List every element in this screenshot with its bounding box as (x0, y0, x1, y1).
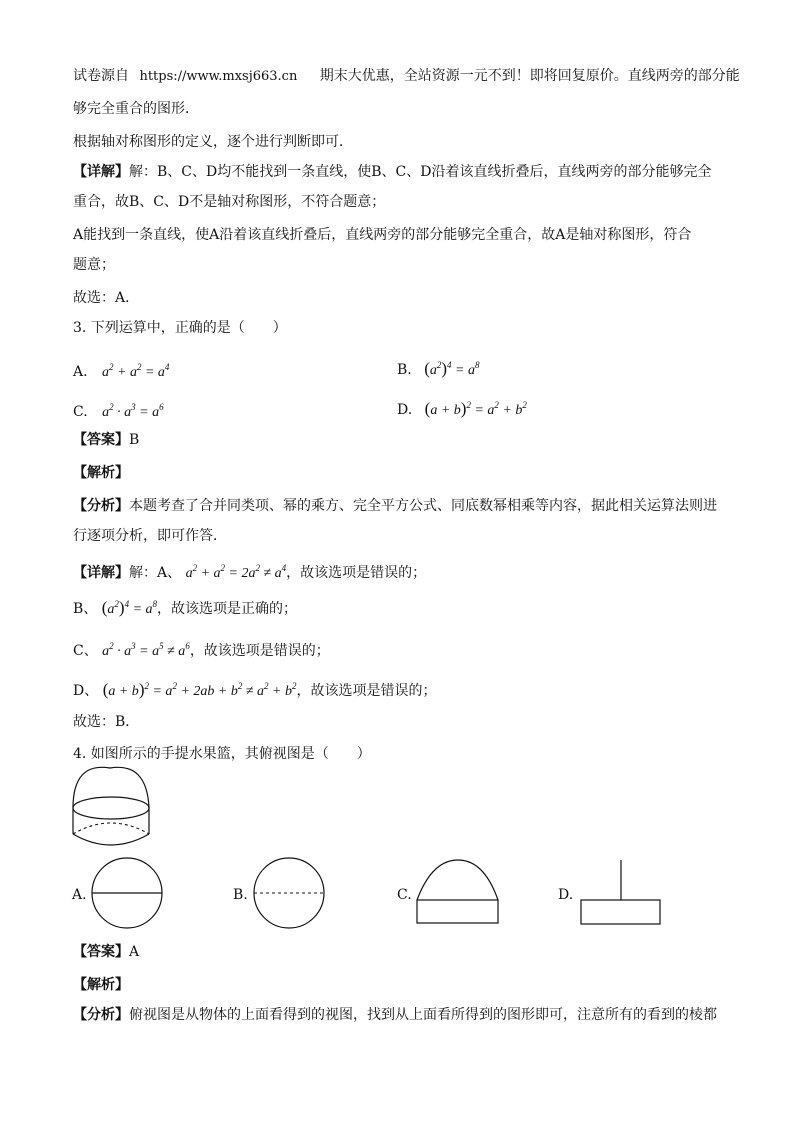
arch-shape (417, 860, 498, 900)
q4-option-b-figure[interactable] (253, 858, 333, 938)
q2-detail-4: 题意； (73, 257, 115, 273)
q3-option-a[interactable] (73, 357, 169, 383)
formula-a: $a^2 + a^2 = a^4$ (102, 362, 170, 380)
detail-c-prefix: C、 (73, 643, 98, 659)
answer-value: B (129, 432, 140, 448)
q2-detail-3: A能找到一条直线，使A沿着该直线折叠后，直线两旁的部分能够完全重合，故A是轴对称图形，符合 (73, 227, 692, 243)
q3-choice: 故选：B． (73, 714, 140, 730)
q4-stem: 4. 如图所示的手提水果篮，其俯视图是（ ） (73, 746, 371, 762)
q4-option-c-figure[interactable] (416, 858, 506, 928)
q4-option-d-label[interactable]: D. (558, 887, 574, 903)
detail-tag: 【详解】 (73, 565, 129, 581)
source-label: 试卷源自 (73, 68, 129, 84)
q2-choice: 故选：A． (73, 290, 140, 306)
detail-b-prefix: B、 (73, 601, 98, 617)
option-label: A. (73, 364, 88, 380)
q3-analysis-1-text: 本题考查了合并同类项、幂的乘方、完全平方公式、同底数幂相乘等内容，据此相关运算法则进 (129, 498, 717, 514)
detail-b-suffix: ，故该选项是正确的； (157, 601, 298, 617)
q3-stem: 3. 下列运算中，正确的是（ ） (73, 320, 287, 336)
q3-detail-a (73, 558, 734, 584)
option-label: D. (397, 402, 413, 418)
q3-detail-b (73, 594, 734, 620)
q3-analysis-1 (73, 496, 734, 516)
detail-a-prefix: 解：A、 (129, 565, 182, 581)
q4-option-c-label[interactable]: C. (397, 887, 412, 903)
answer-tag: 【答案】 (73, 944, 129, 960)
q4-option-d-figure[interactable] (580, 858, 670, 928)
detail-d-prefix: D、 (73, 683, 99, 699)
q4-analysis-1-text: 俯视图是从物体的上面看得到的视图，找到从上面看所得到的图形即可，注意所有的看到的棱都 (129, 1007, 717, 1023)
q4-option-b-label[interactable]: B. (233, 887, 248, 903)
q3-detail-d (73, 676, 734, 702)
detail-b-formula: $(a^2)^4 = a^8$ (101, 598, 158, 617)
q3-option-b[interactable] (397, 355, 480, 381)
formula-c: $a^2 \cdot a^3 = a^6$ (102, 402, 164, 420)
detail-a-suffix: ，故该选项是错误的； (286, 565, 427, 581)
detail-d-formula: $(a + b)^2 = a^2 + 2ab + b^2 \ne a^2 + b^2$ (102, 680, 297, 699)
q3-answer (73, 430, 734, 450)
answer-value: A (129, 944, 140, 960)
q3-option-d[interactable] (397, 395, 527, 421)
q3-detail-c (73, 636, 734, 662)
q2-line1-tail: 直线两旁的部分能 (627, 68, 740, 84)
option-label: C. (73, 404, 88, 420)
q4-option-a-figure[interactable] (91, 858, 171, 938)
detail-c-formula: $a^2 \cdot a^3 = a^5 \ne a^6$ (102, 641, 190, 659)
answer-tag: 【答案】 (73, 432, 129, 448)
detail-a-formula: $a^2 + a^2 = 2a^2 \ne a^4$ (185, 563, 287, 581)
basket-top-ellipse (73, 797, 149, 819)
analysis-sub-tag: 【分析】 (73, 1007, 129, 1023)
q4-analysis-tag: 【解析】 (73, 977, 129, 993)
q2-detail-1-text: 解：B、C、D均不能找到一条直线，使B、C、D沿着该直线折叠后，直线两旁的部分能够完全 (129, 164, 712, 180)
detail-tag: 【详解】 (73, 164, 129, 180)
q4-answer (73, 942, 734, 962)
analysis-sub-tag: 【分析】 (73, 498, 129, 514)
promo-text: 期末大优惠，全站资源一元不到！即将回复原价。 (319, 68, 628, 84)
basket-handle-arc (73, 767, 149, 808)
detail-c-suffix: ，故该选项是错误的； (189, 643, 330, 659)
q3-option-c[interactable] (73, 397, 164, 423)
detail-d-suffix: ，故该选项是错误的； (296, 683, 437, 699)
formula-b: $(a^2)^4 = a^8$ (424, 359, 480, 378)
basket-bottom-hidden (73, 823, 149, 834)
q4-option-a-label[interactable]: A. (72, 887, 87, 903)
fruit-basket-figure (70, 770, 170, 850)
q2-line2: 够完全重合的图形． (73, 101, 199, 117)
q3-analysis-tag: 【解析】 (73, 465, 129, 481)
header-line (73, 66, 740, 87)
q2-line3: 根据轴对称图形的定义，逐个进行判断即可． (73, 134, 353, 150)
formula-d: $(a + b)^2 = a^2 + b^2$ (424, 399, 527, 418)
basket-bottom-front (73, 834, 149, 845)
q3-analysis-2: 行逐项分析，即可作答． (73, 528, 227, 544)
option-label: B. (397, 362, 412, 378)
rect-shape (417, 900, 498, 923)
rect-shape (581, 900, 660, 924)
q2-detail-2: 重合，故B、C、D不是轴对称图形，不符合题意； (73, 194, 386, 210)
q2-detail-1 (73, 162, 734, 182)
circle-shape (254, 858, 324, 928)
source-url[interactable]: https://www.mxsj663.cn (139, 69, 298, 84)
q4-analysis-1 (73, 1005, 734, 1025)
